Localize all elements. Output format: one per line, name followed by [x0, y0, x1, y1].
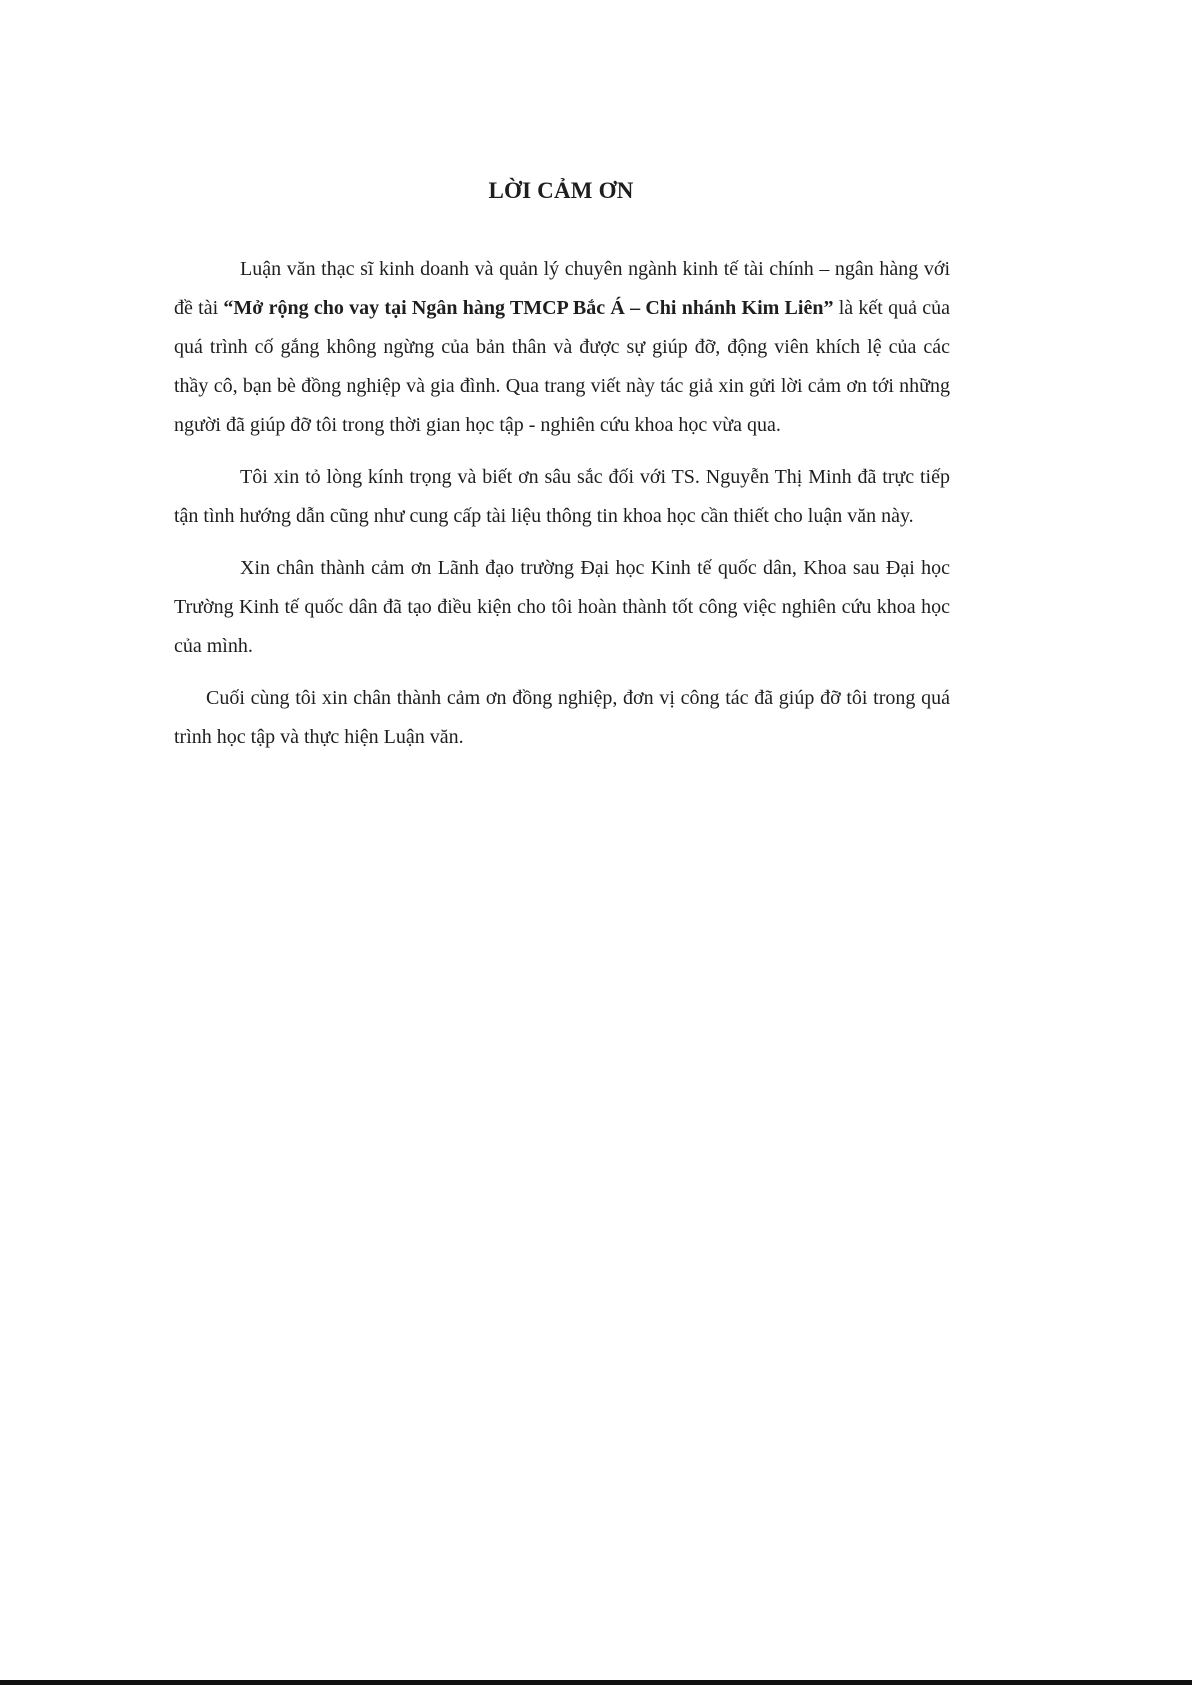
document-body: [174, 250, 950, 770]
bottom-border: [0, 1680, 1192, 1685]
paragraph-1: [174, 250, 950, 445]
page-title: LỜI CẢM ƠN: [488, 178, 634, 203]
thesis-title: “Mở rộng cho vay tại Ngân hàng TMCP Bắc Á – Chi nhánh Kim Liên”: [223, 297, 834, 319]
paragraph-4: Cuối cùng tôi xin chân thành cảm ơn đồng nghiệp, đơn vị công tác đã giúp đỡ tôi trong quá trình học tập và thực hiện Luận văn.: [174, 687, 950, 748]
paragraph-1-intro: Luận văn thạc sĩ kinh doanh và quản lý chuyên ngành kinh tế tài chính – ngân hàng với đề tài: [174, 258, 950, 319]
paragraph-1-rest: là kết quả của quá trình cố gắng không ngừng của bản thân và được sự giúp đỡ, động viên khích lệ của các thầy cô, bạn bè đồng nghiệp và gia đình. Qua trang viết này tác giả xin gửi lời cảm ơn tới những người đã giúp đỡ tôi trong thời gian học tập - nghiên cứu khoa học vừa qua.: [174, 297, 951, 436]
paragraph-3: Xin chân thành cảm ơn Lãnh đạo trường Đại học Kinh tế quốc dân, Khoa sau Đại học Trường Kinh tế quốc dân đã tạo điều kiện cho tôi hoàn thành tốt công việc nghiên cứu khoa học của mình.: [174, 557, 950, 657]
paragraph-2: Tôi xin tỏ lòng kính trọng và biết ơn sâu sắc đối với TS. Nguyễn Thị Minh đã trực tiếp tận tình hướng dẫn cũng như cung cấp tài liệu thông tin khoa học cần thiết cho luận văn này.: [174, 466, 950, 527]
